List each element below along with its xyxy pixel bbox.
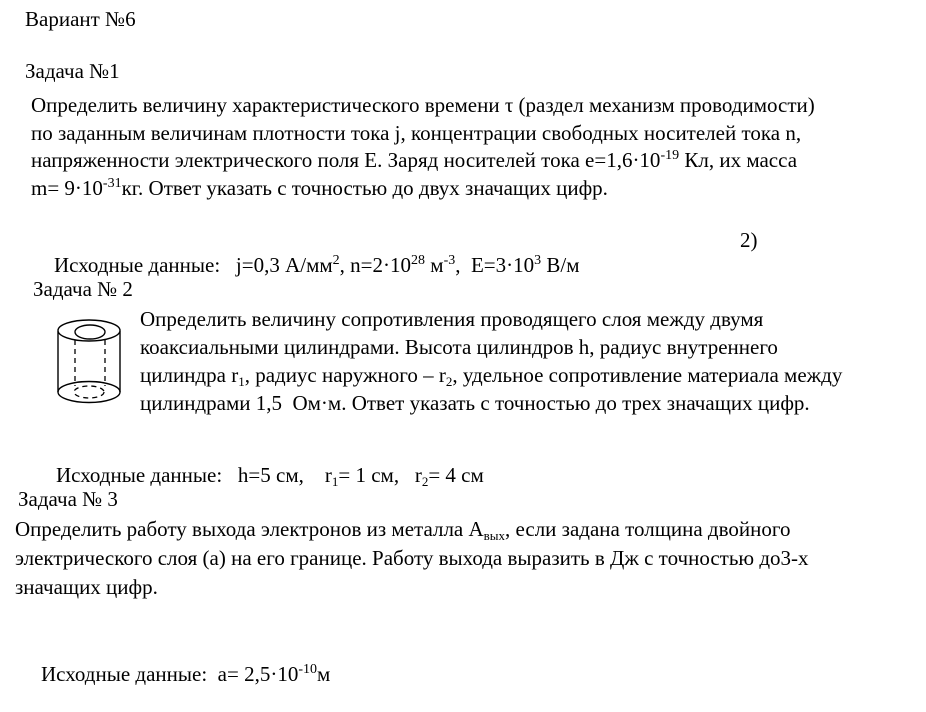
- exponent: -3: [443, 253, 456, 268]
- task1-data-j: j=0,3 А/мм: [220, 253, 333, 277]
- variant-title: Вариант №6: [25, 7, 136, 31]
- task2-line3-text: цилиндра r: [140, 362, 239, 387]
- task3-data-label: Исходные данные:: [41, 662, 208, 686]
- task2-heading: Задача № 2: [33, 277, 133, 301]
- task2-line4: цилиндрами 1,5 Ом·м. Ответ указать с точностью до трех значащих цифр.: [140, 390, 810, 415]
- task3-paragraph: [15, 515, 809, 602]
- exponent: -31: [102, 175, 122, 191]
- task2-data-label: Исходные данные:: [56, 463, 223, 487]
- task2-line3: [140, 362, 842, 390]
- task1-line2: по заданным величинам плотности тока j, концентрации свободных носителей тока n,: [31, 120, 802, 145]
- exponent: 2: [332, 253, 340, 268]
- task1-answer-option-marker: 2): [740, 228, 758, 252]
- subscript: вых: [483, 528, 506, 543]
- task3-line2: электрического слоя (а) на его границе. Работу выхода выразить в Дж с точностью до3-х: [15, 546, 809, 570]
- task1-data-n-unit: м: [425, 253, 444, 277]
- task1-line3: [31, 147, 815, 175]
- task1-line3-text: напряженности электрического поля Е. Заряд носителей тока е=1,6·10: [31, 148, 661, 173]
- task3-data-line: [20, 637, 330, 712]
- task2-line3-text2: , радиус наружного – r: [244, 362, 446, 387]
- task2-data-r1: = 1 см, r: [338, 463, 422, 487]
- task1-data-e-unit: В/м: [541, 253, 580, 277]
- exponent: 3: [534, 253, 542, 268]
- task1-line1: Определить величину характеристического времени τ (раздел механизм проводимости): [31, 93, 815, 117]
- subscript: 1: [238, 373, 245, 389]
- subscript: 2: [445, 373, 453, 389]
- hollow-cylinder-icon: [56, 316, 124, 408]
- task3-line1: [15, 515, 809, 544]
- subscript: 1: [331, 474, 339, 489]
- task1-data-n: , n=2·10: [339, 253, 412, 277]
- task1-data-label: Исходные данные:: [54, 253, 221, 277]
- exponent: -10: [298, 662, 317, 677]
- exponent: 28: [411, 253, 426, 268]
- task1-line4: [31, 175, 815, 203]
- subscript: 2: [421, 474, 429, 489]
- task2-data-h: h=5 см, r: [222, 463, 332, 487]
- exponent: -19: [660, 148, 680, 164]
- task2-line3-text3: , удельное сопротивление материала между: [452, 362, 843, 387]
- task2-paragraph: [140, 306, 842, 418]
- task1-heading: Задача №1: [25, 59, 120, 83]
- task3-line3: значащих цифр.: [15, 575, 158, 599]
- task1-line4-text: m= 9·10: [31, 175, 103, 200]
- task3-data-a-unit: м: [317, 662, 331, 686]
- task3-data-a: а= 2,5·10: [207, 662, 299, 686]
- task1-data-e: , Е=3·10: [455, 253, 535, 277]
- task3-line1-text: Определить работу выхода электронов из металла А: [15, 517, 484, 541]
- task1-line4-text2: кг. Ответ указать с точностью до двух значащих цифр.: [121, 175, 608, 200]
- cylinder-figure: [56, 316, 124, 414]
- task3-heading: Задача № 3: [18, 487, 118, 511]
- task2-data-r2: = 4 см: [428, 463, 484, 487]
- task1-paragraph: [31, 92, 815, 202]
- task1-line3-text2: Кл, их масса: [679, 148, 798, 173]
- task2-line1: Определить величину сопротивления проводящего слоя между двумя: [140, 307, 764, 331]
- task3-line1-text2: , если задана толщина двойного: [505, 517, 791, 541]
- task2-line2: коаксиальными цилиндрами. Высота цилиндров h, радиус внутреннего: [140, 334, 778, 359]
